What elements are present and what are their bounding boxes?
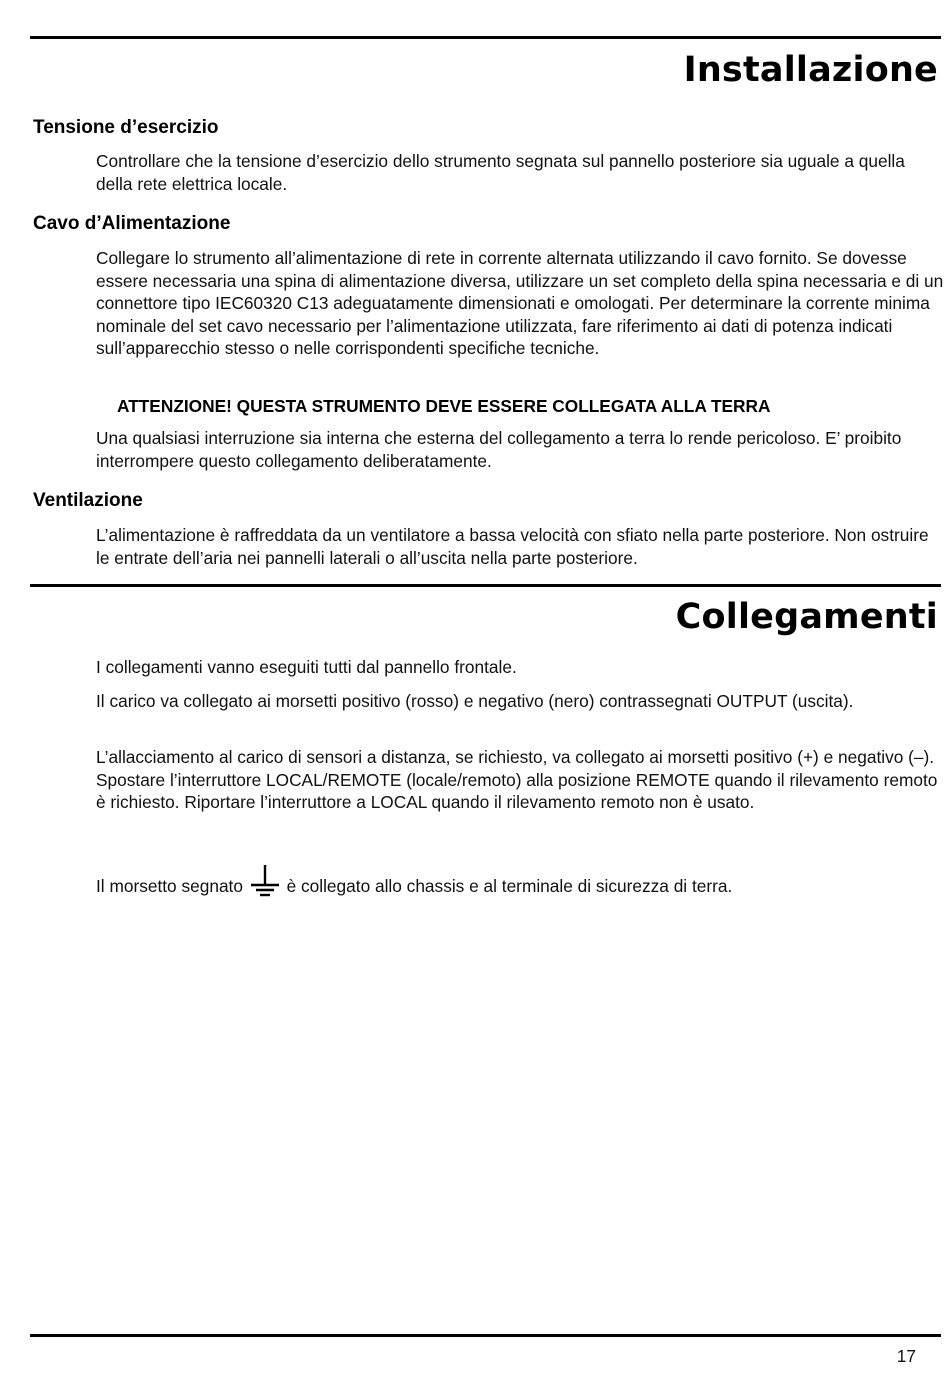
paragraph-collegamenti-2: Il carico va collegato ai morsetti positivo (rosso) e negativo (nero) contrassegnati OUTPUT (uscita).	[96, 691, 854, 711]
paragraph-collegamenti-4	[96, 864, 946, 898]
paragraph-collegamenti-1: I collegamenti vanno eseguiti tutti dal pannello frontale.	[96, 657, 517, 677]
section-rule	[30, 584, 941, 587]
section-title-collegamenti: Collegamenti	[675, 597, 938, 637]
paragraph-ventilazione: L’alimentazione è raffreddata da un ventilatore a bassa velocità con sfiato nella parte posteriore. Non ostruire le entrate dell’aria nei pannelli laterali o all’uscita nella parte posteriore.	[96, 525, 929, 568]
bottom-rule	[30, 1334, 941, 1337]
section-title-installazione: Installazione	[683, 50, 938, 90]
paragraph-ground-warning: Una qualsiasi interruzione sia interna che esterna del collegamento a terra lo rende pericoloso. E’ proibito interrompere questo collegamento deliberatamente.	[96, 428, 902, 471]
ground-text-after: è collegato allo chassis e al terminale di sicurezza di terra.	[286, 876, 733, 896]
paragraph-collegamenti-3: L’allacciamento al carico di sensori a distanza, se richiesto, va collegato ai morsetti positivo (+) e negativo (–). Spostare l’interruttore LOCAL/REMOTE (locale/remoto) alla posizione REMOTE quando il rilevamento remoto è richiesto. Riportare l’interruttore a LOCAL quando il rilevamento remoto non è usato.	[96, 747, 938, 813]
page-number: 17	[896, 1346, 916, 1366]
paragraph-tensione: Controllare che la tensione d’esercizio dello strumento segnata sul pannello posteriore sia uguale a quella della rete elettrica locale.	[96, 151, 905, 194]
top-rule	[30, 36, 941, 39]
subheading-ventilazione: Ventilazione	[33, 490, 143, 511]
ground-text-before: Il morsetto segnato	[96, 876, 243, 896]
ground-symbol-icon	[248, 864, 282, 898]
subheading-cavo: Cavo d’Alimentazione	[33, 213, 231, 234]
paragraph-cavo: Collegare lo strumento all’alimentazione di rete in corrente alternata utilizzando il cavo fornito. Se dovesse essere necessaria una spina di alimentazione diversa, utilizzare un set completo della spina necessaria e di un connettore tipo IEC60320 C13 adeguatamente dimensionati e omologati. Per determinare la corrente minima nominale del set cavo necessario per l’alimentazione utilizzata, fare riferimento ai dati di potenza indicati sull’apparecchio stesso o nelle corrispondenti specifiche tecniche.	[96, 248, 944, 359]
subheading-tensione: Tensione d’esercizio	[33, 117, 219, 138]
warning-ground: ATTENZIONE! QUESTA STRUMENTO DEVE ESSERE COLLEGATA ALLA TERRA	[117, 396, 771, 416]
